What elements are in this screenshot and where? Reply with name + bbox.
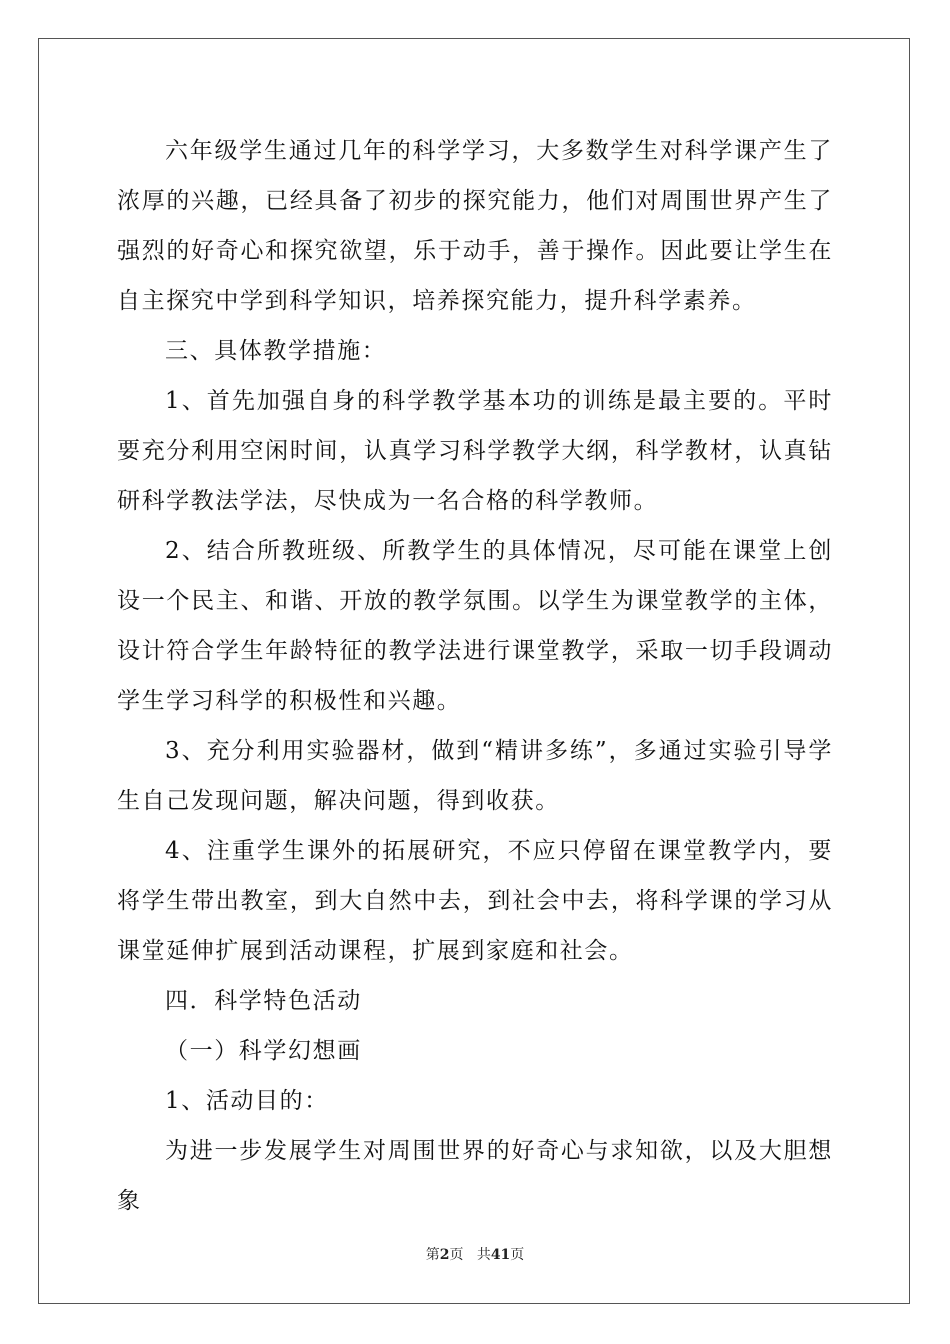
paragraph-measure-2: 2、结合所教班级、所教学生的具体情况，尽可能在课堂上创设一个民主、和谐、开放的教学氛围。以学生为课堂教学的主体，设计符合学生年龄特征的教学法进行课堂教学，采取一切手段调动学生学习科学的积极性和兴趣。 — [117, 538, 833, 714]
document-body — [117, 126, 833, 1226]
section-heading-activities: 四．科学特色活动 — [165, 988, 362, 1014]
item-heading-activity-goal: 1、活动目的： — [165, 1088, 329, 1114]
footer-total-prefix: 共 — [476, 1247, 491, 1263]
paragraph-measure-1: 1、首先加强自身的科学教学基本功的训练是最主要的。平时要充分利用空闲时间，认真学习科学教学大纲，科学教材，认真钻研科学教法学法，尽快成为一名合格的科学教师。 — [117, 388, 833, 514]
footer-page-suffix: 页 — [449, 1247, 464, 1263]
page-footer — [0, 1244, 950, 1264]
paragraph-measure-4: 4、注重学生课外的拓展研究，不应只停留在课堂教学内，要将学生带出教室，到大自然中去，到社会中去，将科学课的学习从课堂延伸扩展到活动课程，扩展到家庭和社会。 — [117, 838, 833, 964]
footer-total-pages: 41 — [490, 1247, 511, 1263]
paragraph-measure-3: 3、充分利用实验器材，做到“精讲多练”，多通过实验引导学生自己发现问题，解决问题，得到收获。 — [117, 738, 833, 814]
paragraph-activity-goal: 为进一步发展学生对周围世界的好奇心与求知欲，以及大胆想象 — [117, 1138, 833, 1214]
footer-page-prefix: 第 — [425, 1247, 440, 1263]
footer-page-number: 2 — [439, 1247, 450, 1263]
section-heading-measures: 三、具体教学措施： — [165, 338, 387, 364]
footer-total-suffix: 页 — [510, 1247, 525, 1263]
subsection-heading-fantasy-painting: （一）科学幻想画 — [165, 1038, 362, 1064]
paragraph-intro: 六年级学生通过几年的科学学习，大多数学生对科学课产生了浓厚的兴趣，已经具备了初步的探究能力，他们对周围世界产生了强烈的好奇心和探究欲望，乐于动手，善于操作。因此要让学生在自主探究中学到科学知识，培养探究能力，提升科学素养。 — [117, 138, 833, 314]
